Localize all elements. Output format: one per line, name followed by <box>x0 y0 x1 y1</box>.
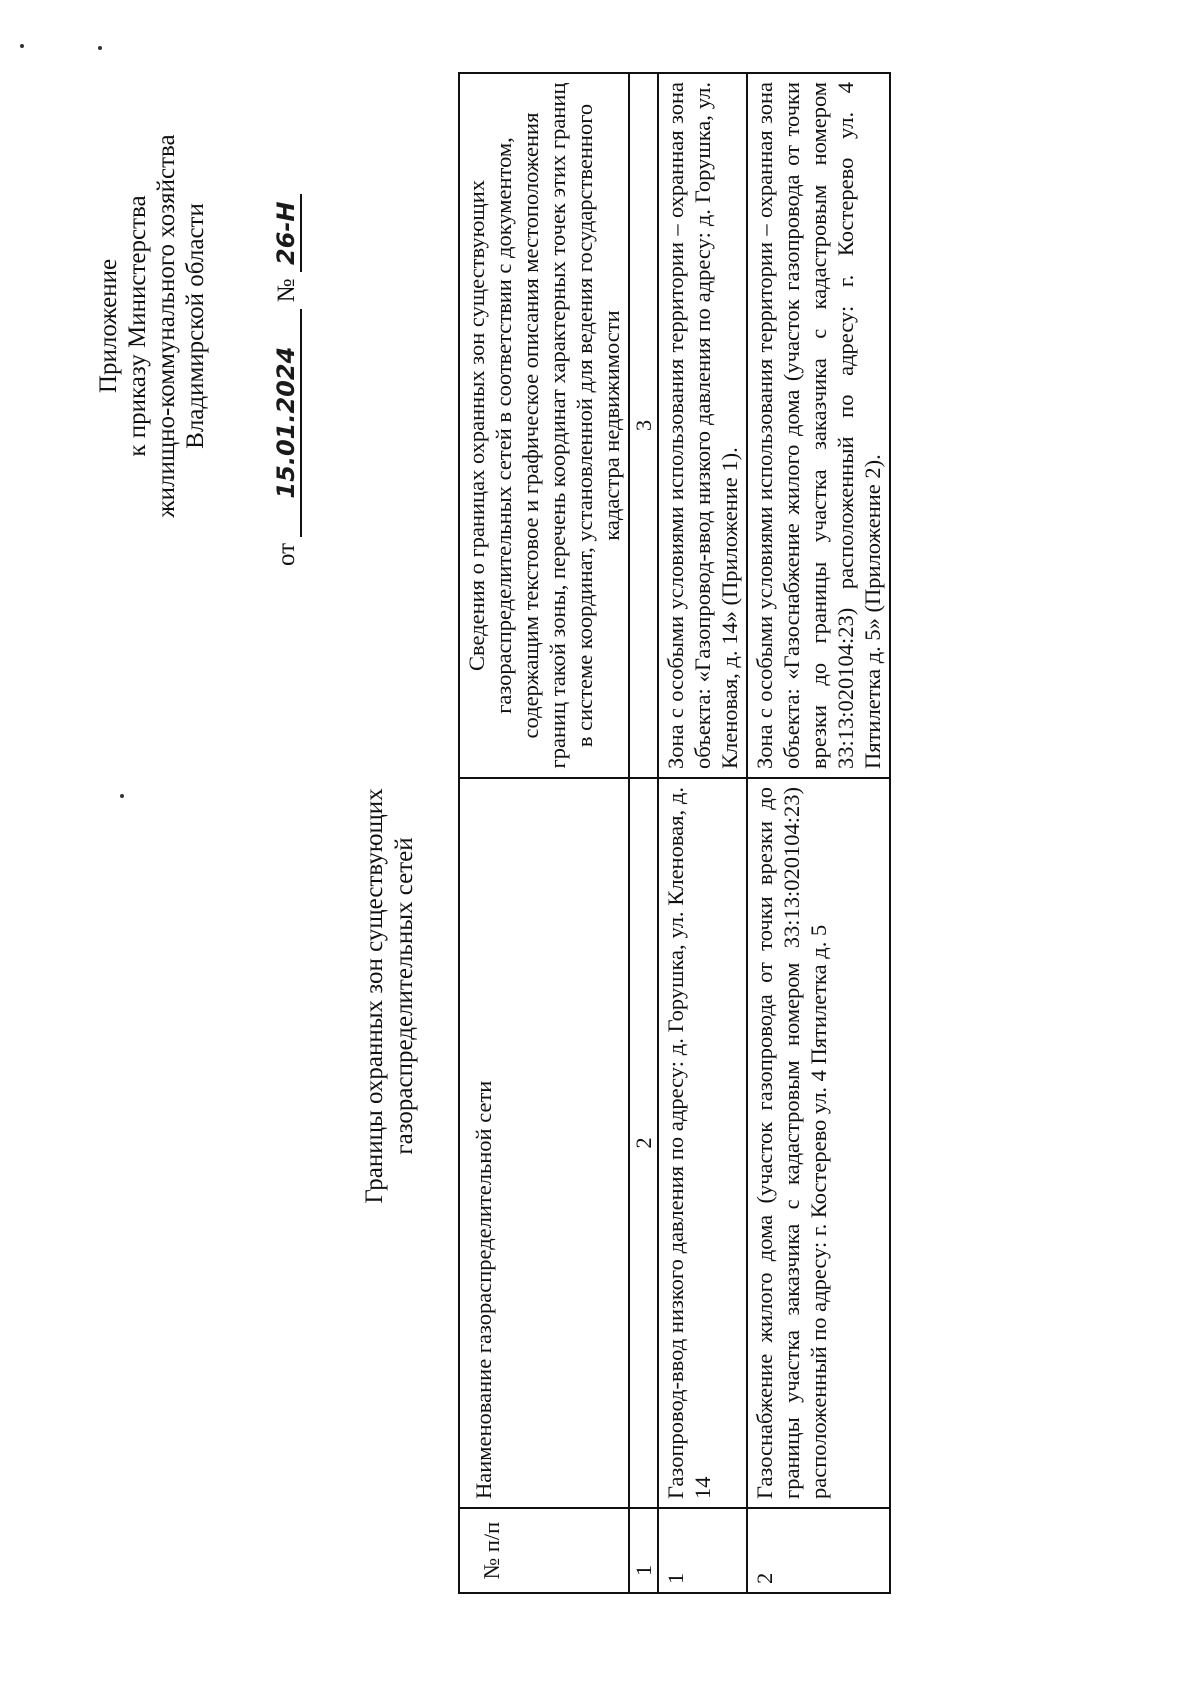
order-date-number <box>272 46 302 566</box>
handwritten-date: 15.01.2024 <box>272 309 302 537</box>
table-row <box>658 73 747 1593</box>
column-number-1: 1 <box>629 1508 658 1593</box>
column-number-2: 2 <box>629 778 658 1508</box>
number-label: № <box>273 278 300 303</box>
table-header-row <box>459 73 629 1593</box>
from-label: от <box>273 542 300 566</box>
title-line-1: Границы охранных зон существующих <box>361 788 388 1204</box>
document-title <box>360 586 420 1406</box>
handwritten-number: 26-Н <box>272 194 302 272</box>
title-line-2: газораспределительных сетей <box>391 837 418 1155</box>
column-number-3: 3 <box>629 73 658 778</box>
appendix-line-1: Приложение <box>95 258 122 394</box>
header-zone-info: Сведения о границах охранных зон существующих газораспределительных сетей в соответствии с документом, содержащим текстовое и графическое описания местоположения границ такой зоны, перечень координат характерных точек этих границ в системе координат, установленной для ведения государственного кадастра недвижимости <box>459 73 629 778</box>
appendix-line-4: Владимирской области <box>182 203 209 449</box>
zones-table <box>458 72 891 1594</box>
row-network-name: Газопровод-ввод низкого давления по адресу: д. Горушка, ул. Кленовая, д. 14 <box>658 778 747 1508</box>
row-zone-info: Зона с особыми условиями использования территории – охранная зона объекта: «Газопровод-ввод низкого давления по адресу: д. Горушка, ул. Кленовая, д. 14» (Приложение 1). <box>658 73 747 778</box>
appendix-line-3: жилищно-коммунального хозяйства <box>153 134 180 518</box>
scan-speck <box>120 794 124 798</box>
header-number: № п/п <box>459 1508 629 1593</box>
header-network-name: Наименование газораспределительной сети <box>459 778 629 1508</box>
appendix-line-2: к приказу Министерства <box>124 195 151 457</box>
scan-speck <box>98 46 102 50</box>
table-row <box>747 73 890 1593</box>
row-number: 1 <box>658 1508 747 1593</box>
row-number: 2 <box>747 1508 890 1593</box>
row-zone-info: Зона с особыми условиями использования территории – охранная зона объекта: «Газоснабжение жилого дома (участок газопровода от точки врезки до границы участка заказчика с кадастровым номером 33:13:020104:23) расположенный по адресу: г. Костерево ул. 4 Пятилетка д. 5» (Приложение 2). <box>747 73 890 778</box>
scan-speck <box>20 44 24 48</box>
row-network-name: Газоснабжение жилого дома (участок газопровода от точки врезки до границы участка заказчика с кадастровым номером 33:13:020104:23) расположенный по адресу: г. Костерево ул. 4 Пятилетка д. 5 <box>747 778 890 1508</box>
appendix-header <box>94 66 210 586</box>
column-number-row <box>629 73 658 1593</box>
